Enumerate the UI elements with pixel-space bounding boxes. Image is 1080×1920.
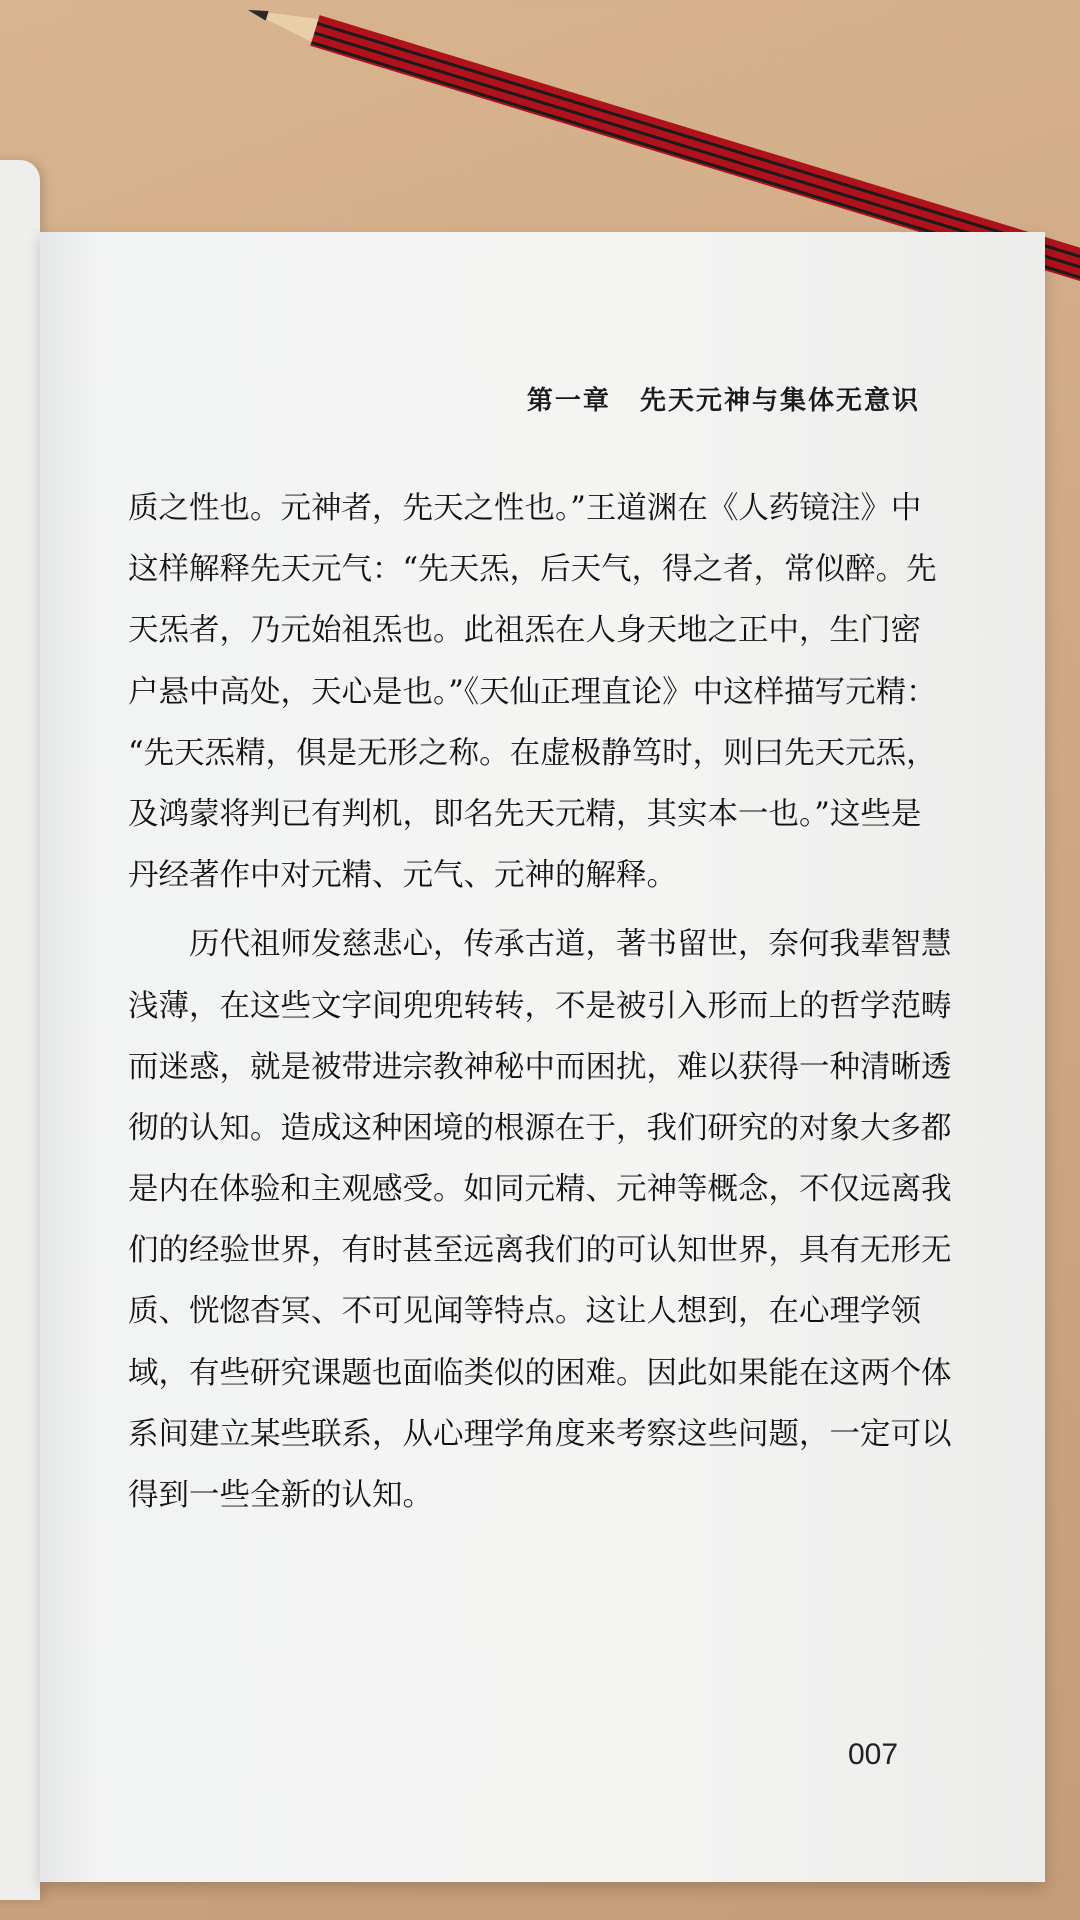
text-line: 历代祖师发慈悲心，传承古道，著书留世，奈何我辈智慧 [189, 927, 952, 963]
chapter-number: 第一章 [526, 386, 611, 416]
text-line: 得到一些全新的认知。 [128, 1478, 433, 1513]
text-line: 而迷惑，就是被带进宗教神秘中而困扰，难以获得一种清晰透 [128, 1049, 952, 1085]
text-line: 天炁者，乃元始祖炁也。此祖炁在人身天地之正中，生门密 [128, 613, 921, 649]
left-page-edge [0, 160, 40, 1900]
text-line: “先天炁精，俱是无形之称。在虚极静笃时，则曰先天元炁， [128, 735, 937, 771]
body-text [128, 478, 952, 1526]
text-line: 是内在体验和主观感受。如同元精、元神等概念，不仅远离我 [128, 1172, 952, 1208]
chapter-title: 先天元神与集体无意识 [639, 386, 920, 416]
text-line: 户悬中高处，天心是也。”《天仙正理直论》中这样描写元精： [128, 674, 937, 710]
text-line: 质之性也。元神者，先天之性也。”王道渊在《人药镜注》中 [128, 491, 922, 526]
text-line: 浅薄，在这些文字间兜兜转转，不是被引入形而上的哲学范畴 [128, 988, 952, 1024]
text-line: 这样解释先天元气：“先天炁，后天气，得之者，常似醉。先 [128, 552, 937, 588]
text-line: 系间建立某些联系，从心理学角度来考察这些问题，一定可以 [128, 1416, 952, 1452]
text-line: 丹经著作中对元精、元气、元神的解释。 [128, 858, 677, 894]
page-number: 007 [848, 1738, 899, 1771]
text-line: 们的经验世界，有时甚至远离我们的可认知世界，具有无形无 [128, 1233, 952, 1269]
text-line: 域，有些研究课题也面临类似的困难。因此如果能在这两个体 [128, 1355, 952, 1391]
text-line: 彻的认知。造成这种困境的根源在于，我们研究的对象大多都 [128, 1110, 952, 1146]
text-line: 质、恍惚杳冥、不可见闻等特点。这让人想到，在心理学领 [128, 1294, 921, 1330]
text-line: 及鸿蒙将判已有判机，即名先天元精，其实本一也。”这些是 [128, 796, 922, 832]
running-header [527, 380, 920, 417]
